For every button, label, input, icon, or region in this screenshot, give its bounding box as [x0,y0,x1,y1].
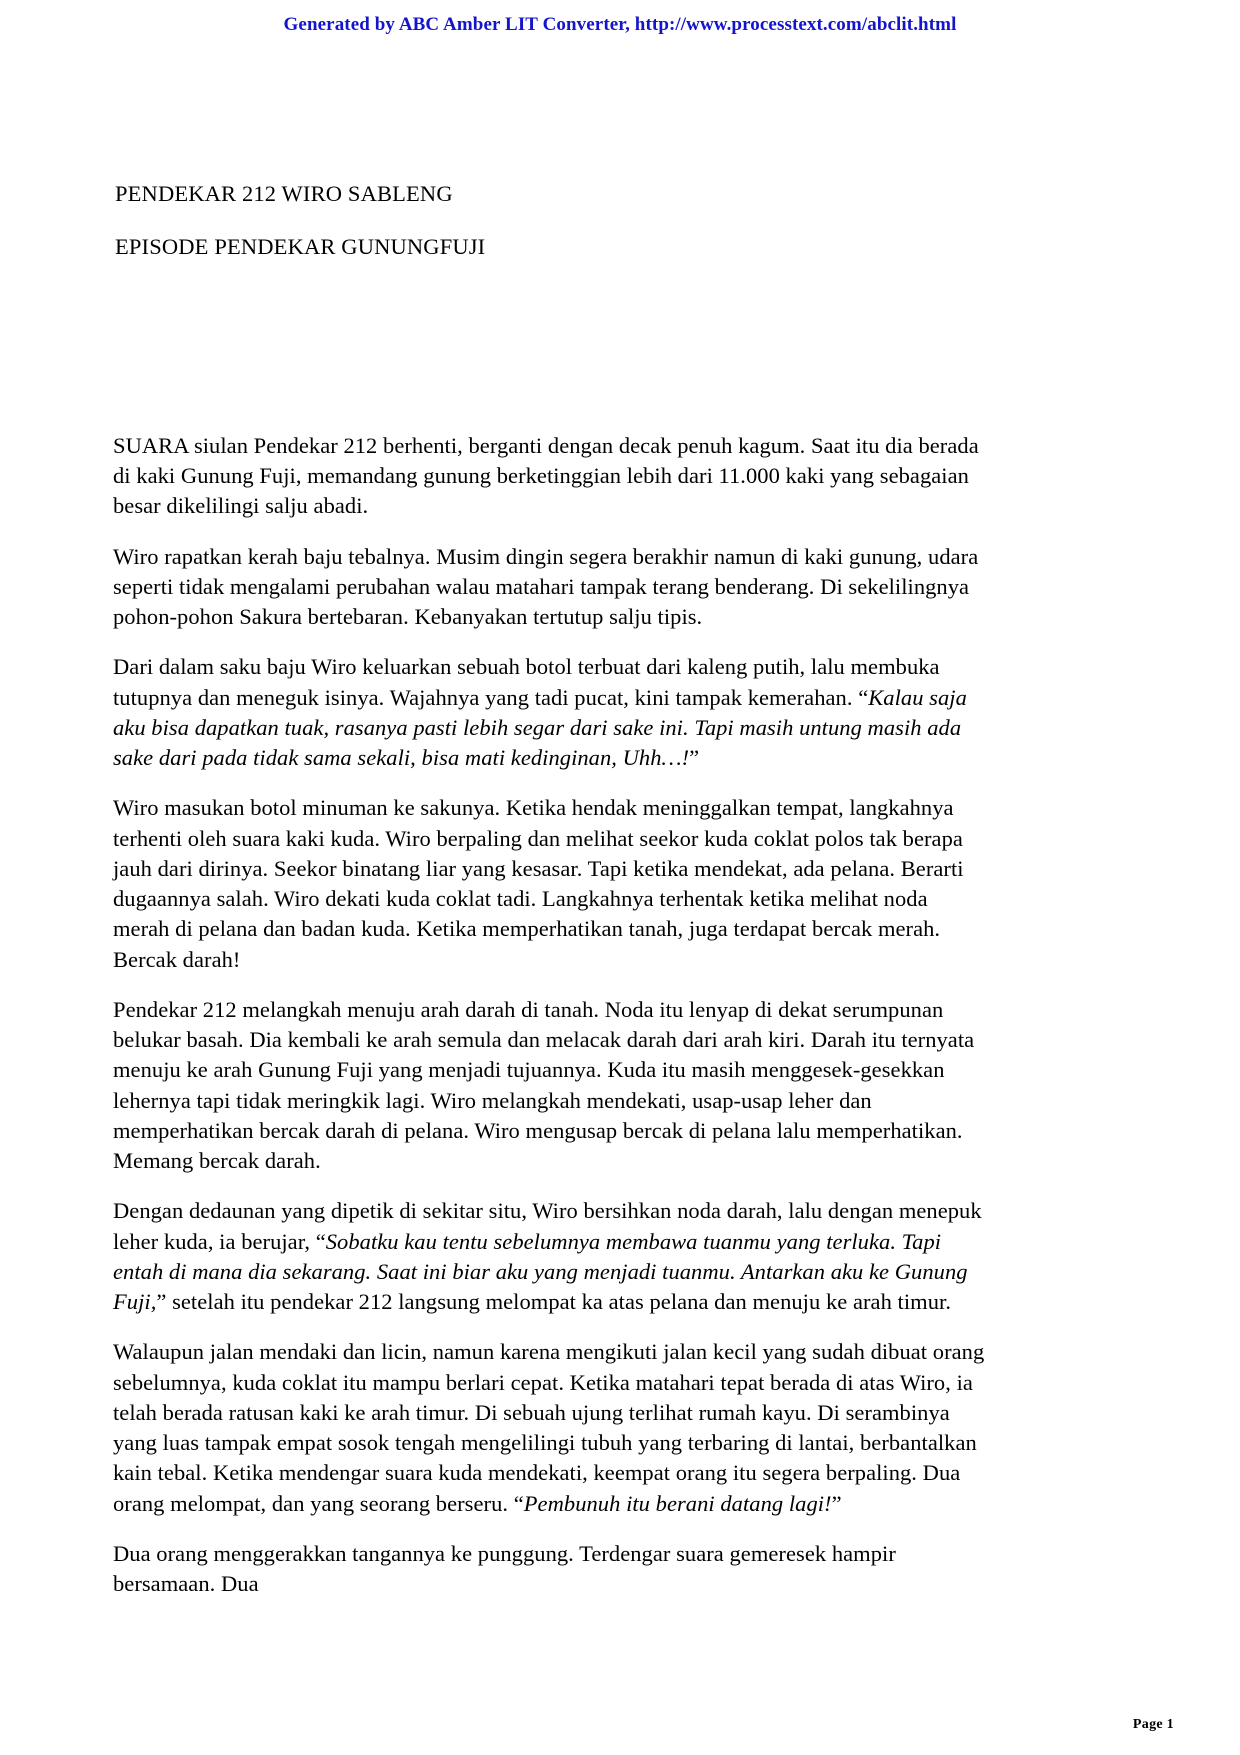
episode-title: EPISODE PENDEKAR GUNUNGFUJI [115,234,486,260]
converter-credit-text[interactable]: Generated by ABC Amber LIT Converter, http://www.processtext.com/abclit.html [283,14,957,35]
quoted-speech: Pembunuh itu berani datang lagi! [523,1490,832,1516]
paragraph-with-quote [113,1337,989,1519]
paragraph: Pendekar 212 melangkah menuju arah darah di tanah. Noda itu lenyap di dekat serumpunan belukar basah. Dia kembali ke arah semula dan melacak darah dari arah kiri. Darah itu ternyata menuju ke arah Gunung Fuji yang menjadi tujuannya. Kuda itu masih menggesek-gesekkan lehernya tapi tidak meringkik lagi. Wiro melangkah mendekati, usap-usap leher dan memperhatikan bercak darah di pelana. Wiro mengusap bercak di pelana lalu memperhatikan. Memang bercak darah. [113,996,975,1174]
paragraph: SUARA siulan Pendekar 212 berhenti, berganti dengan decak penuh kagum. Saat itu dia berada di kaki Gunung Fuji, memandang gunung berketinggian lebih dari 11.000 kaki yang sebagaian besar dikelilingi salju abadi. [113,432,979,519]
document-body [113,180,989,1619]
paragraph-text-end: ” setelah itu pendekar 212 langsung melompat ka atas pelana dan menuju ke arah timur. [156,1289,951,1315]
paragraph: Wiro masukan botol minuman ke sakunya. Ketika hendak meninggalkan tempat, langkahnya terhenti oleh suara kaki kuda. Wiro berpaling dan melihat seekor kuda coklat polos tak berapa jauh dari dirinya. Seekor binatang liar yang kesasar. Tapi ketika mendekat, ada pelana. Berarti dugaannya salah. Wiro dekati kuda coklat tadi. Langkahnya terhentak ketika melihat noda merah di pelana dan badan kuda. Ketika memperhatikan tanah, juga terdapat bercak merah. Bercak darah! [113,795,964,972]
paragraph-with-quote [113,1196,989,1317]
paragraph-text: Dari dalam saku baju Wiro keluarkan sebuah botol terbuat dari kaleng putih, lalu membuka tutupnya dan meneguk isinya. Wajahnya yang tadi pucat, kini tampak kemerahan. “ [113,654,940,710]
paragraph-text-end: ” [689,745,700,771]
paragraph-text-end: ” [831,1490,842,1516]
quoted-speech: Kalau saja aku bisa dapatkan tuak, rasanya pasti lebih segar dari sake ini. Tapi masih untung masih ada sake dari pada tidak sama sekali, bisa mati kedinginan, Uhh…! [113,684,967,771]
page-number: Page 1 [1132,1717,1174,1732]
vertical-spacer [113,261,989,431]
paragraph-text: Dengan dedaunan yang dipetik di sekitar situ, Wiro bersihkan noda darah, lalu dengan menepuk leher kuda, ia berujar, “ [113,1198,982,1254]
quoted-speech: Sobatku kau tentu sebelumnya membawa tuanmu yang terluka. Tapi entah di mana dia sekarang. Saat ini biar aku yang menjadi tuanmu. Antarkan aku ke Gunung Fuji, [113,1228,968,1315]
title-gap [113,207,989,233]
paragraph: Wiro rapatkan kerah baju tebalnya. Musim dingin segera berakhir namun di kaki gunung, udara seperti tidak mengalami perubahan walau matahari tampak terang benderang. Di sekelilingnya pohon-pohon Sakura bertebaran. Kebanyakan tertutup salju tipis. [113,543,979,630]
paragraph: Dua orang menggerakkan tangannya ke punggung. Terdengar suara gemeresek hampir bersamaan. Dua [113,1540,896,1597]
paragraph-with-quote [113,652,989,773]
paragraph-text: Walaupun jalan mendaki dan licin, namun karena mengikuti jalan kecil yang sudah dibuat orang sebelumnya, kuda coklat itu mampu berlari cepat. Ketika matahari tepat berada di atas Wiro, ia telah berada ratusan kaki ke arah timur. Di sebuah ujung terlihat rumah kayu. Di serambinya yang luas tampak empat sosok tengah mengelilingi tubuh yang terbaring di lantai, berbantalkan kain tebal. Ketika mendengar suara kuda mendekati, keempat orang itu segera berpaling. Dua orang melompat, dan yang seorang berseru. “ [113,1339,985,1516]
converter-credit-header [0,14,1240,36]
book-title: PENDEKAR 212 WIRO SABLENG [115,181,453,206]
